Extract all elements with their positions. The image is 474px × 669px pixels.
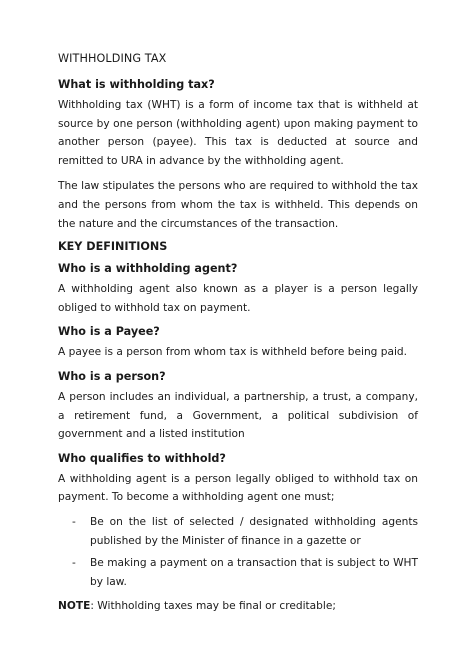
dash-bullet: - <box>72 557 76 570</box>
question-withholding-agent: Who is a withholding agent? <box>58 262 238 276</box>
question-person: Who is a person? <box>58 369 166 383</box>
list-item <box>58 554 418 591</box>
note-text: : Withholding taxes may be final or creditable; <box>90 600 336 613</box>
qualification-list <box>58 513 418 591</box>
answer-withholding-agent: A withholding agent also known as a player is a person legally obliged to withhold tax on payment. <box>58 283 418 314</box>
answer-person: A person includes an individual, a partnership, a trust, a company, a retirement fund, a Government, a political subdivision of government and a listed institution <box>58 390 418 441</box>
question-payee: Who is a Payee? <box>58 325 160 339</box>
answer-qualifies: A withholding agent is a person legally obliged to withhold tax on payment. To become a withholding agent one must; <box>58 472 418 504</box>
key-definitions-heading: KEY DEFINITIONS <box>58 240 168 254</box>
list-item-text: Be making a payment on a transaction that is subject to WHT by law. <box>90 557 418 588</box>
paragraph-definition: Withholding tax (WHT) is a form of income tax that is withheld at source by one person (withholding agent) upon making payment to another person (payee). This tax is deducted at source and remitted to URA in advance by the withholding agent. <box>58 99 418 167</box>
dash-bullet: - <box>72 515 76 528</box>
list-item-text: Be on the list of selected / designated withholding agents published by the Minister of finance in a gazette or <box>90 515 418 547</box>
document-title: WITHHOLDING TAX <box>58 52 167 65</box>
list-item <box>58 513 418 550</box>
paragraph-law-stipulates: The law stipulates the persons who are required to withhold the tax and the persons from whom the tax is withheld. This depends on the nature and the circumstances of the transaction. <box>58 180 418 230</box>
question-what-is-withholding-tax: What is withholding tax? <box>58 78 215 91</box>
question-qualifies: Who qualifies to withhold? <box>58 451 226 465</box>
answer-payee: A payee is a person from whom tax is withheld before being paid. <box>58 346 407 359</box>
note-label: NOTE <box>58 600 91 613</box>
note-paragraph <box>58 597 418 616</box>
document-page <box>58 52 418 623</box>
